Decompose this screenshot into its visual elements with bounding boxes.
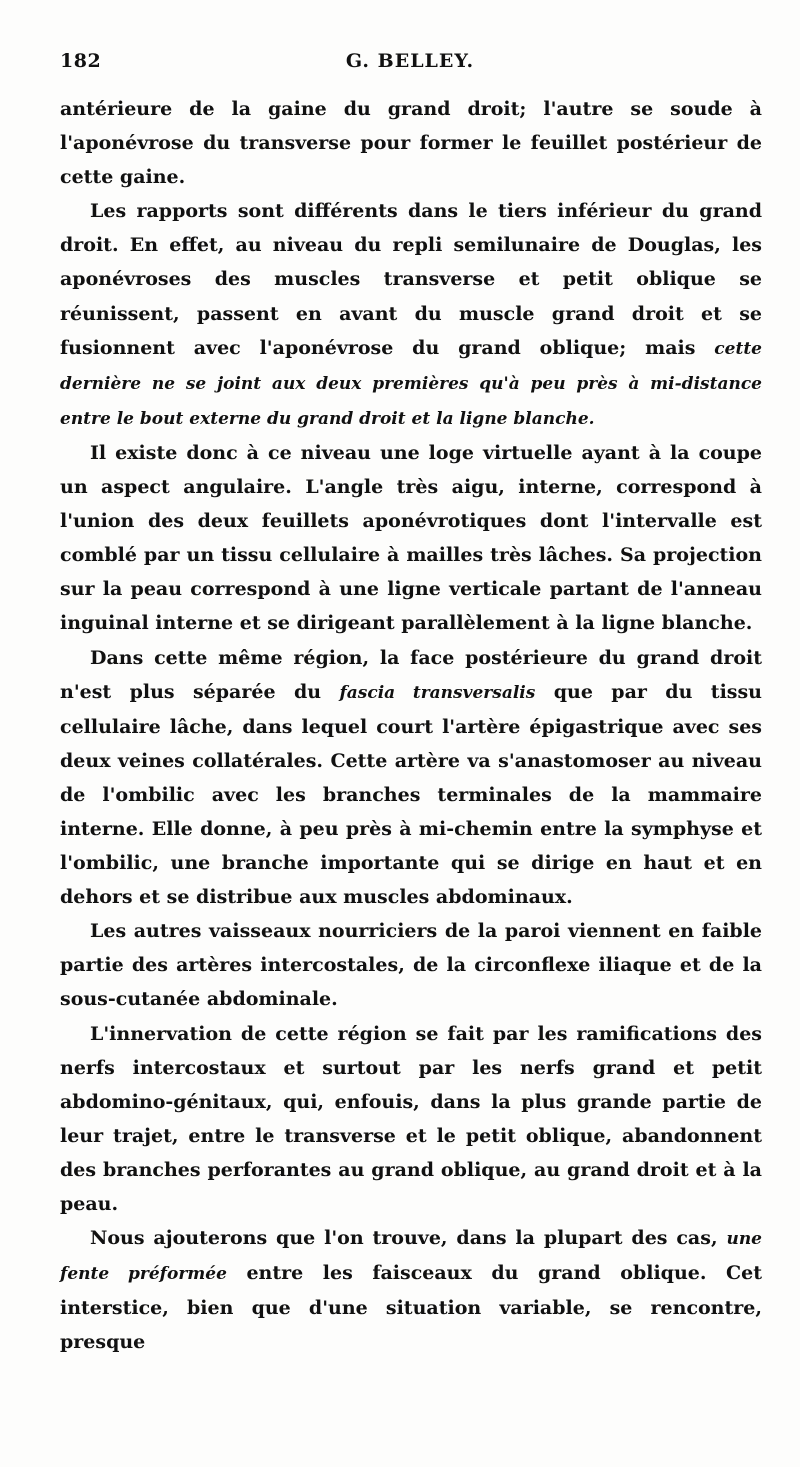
paragraph-7-text-before: Nous ajouterons que l'on trouve, dans la plupart des cas,	[90, 1227, 727, 1250]
paragraph-7-text-after: entre les faisceaux du grand oblique. Cet interstice, bien que d'une situation variable, se rencontre, presque	[60, 1262, 762, 1354]
paragraph-6-text: L'innervation de cette région se fait par les ramifications des nerfs intercostaux et surtout par les nerfs grand et petit abdomino-génitaux, qui, enfouis, dans la plus grande partie de leur trajet, entre le transverse et le petit oblique, abandonnent des branches perforantes au grand oblique, au grand droit et à la peau.	[60, 1022, 762, 1215]
paragraph-4-text-before: Dans cette même région, la face postérieure du grand droit n'est plus séparée du	[60, 646, 762, 703]
paragraph-1-text: antérieure de la gaine du grand droit; l'autre se soude à l'aponévrose du transverse pour former le feuillet postérieur de cette gaine.	[60, 98, 762, 189]
paragraph-4-text-after: que par du tissu cellulaire lâche, dans lequel court l'artère épigastrique avec ses deux veines collatérales. Cette artère va s'anastomoser au niveau de l'ombilic avec les branches terminales de la mammaire interne. Elle donne, à peu près à mi-chemin entre la symphyse et l'ombilic, une branche importante qui se dirige en haut et en dehors et se distribue aux muscles abdominaux.	[60, 680, 762, 909]
paragraph-1	[60, 92, 762, 194]
running-head-author: G. BELLEY.	[345, 50, 475, 72]
paragraph-6	[60, 1017, 762, 1222]
paragraph-4	[60, 641, 762, 915]
paragraph-2-text: Les rapports sont différents dans le tiers inférieur du grand droit. En effet, au niveau du repli semilunaire de Douglas, les aponévroses des muscles transverse et petit oblique se réunissent, passent en avant du muscle grand droit et se fusionnent avec l'aponévrose du grand oblique; mais	[60, 200, 762, 359]
paragraph-3	[60, 436, 762, 641]
paragraph-5	[60, 914, 762, 1016]
paragraph-2	[60, 194, 762, 436]
paragraph-4-italic: fascia transversalis	[339, 682, 536, 703]
paragraph-7-italic: une fente préformée	[60, 1229, 762, 1285]
paragraph-2-italic: cette dernière ne se joint aux deux premières qu'à peu près à mi-distance entre le bout externe du grand droit et la ligne blanche.	[60, 338, 762, 429]
paragraph-3-text: Il existe donc à ce niveau une loge virtuelle ayant à la coupe un aspect angulaire. L'angle très aigu, interne, correspond à l'union des deux feuillets aponévrotiques dont l'intervalle est comblé par un tissu cellulaire à mailles très lâches. Sa projection sur la peau correspond à une ligne verticale partant de l'anneau inguinal interne et se dirigeant parallèlement à la ligne blanche.	[60, 441, 762, 635]
body-text	[60, 92, 762, 1359]
running-head	[60, 50, 760, 80]
paragraph-5-text: Les autres vaisseaux nourriciers de la paroi viennent en faible partie des artères intercostales, de la circonflexe iliaque et de la sous-cutanée abdominale.	[60, 920, 762, 1011]
paragraph-7	[60, 1221, 762, 1359]
page-number: 182	[60, 50, 102, 72]
